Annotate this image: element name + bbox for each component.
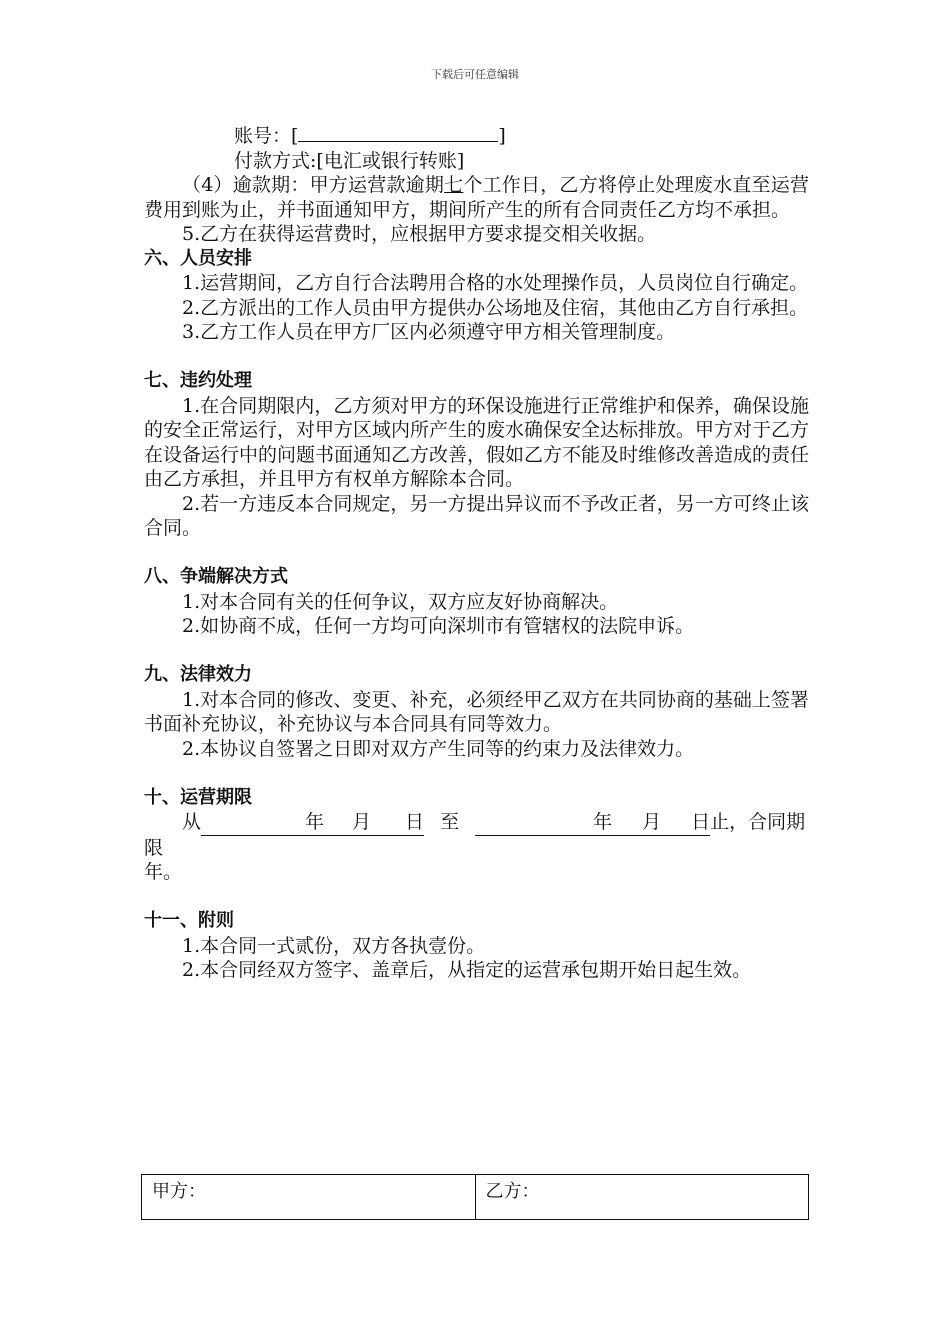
payment-item-5: 5.乙方在获得运营费时，应根据甲方要求提交相关收据。 <box>182 223 657 245</box>
account-blank <box>298 122 498 142</box>
start-date-blank: 年 月 日 <box>201 810 424 836</box>
section-6-item: 3.乙方工作人员在甲方厂区内必须遵守甲方相关管理制度。 <box>182 321 676 343</box>
party-a-cell: 甲方： <box>142 1175 476 1220</box>
section-11-title: 十一、附则 <box>144 910 234 931</box>
section-6-item: 1.运营期间，乙方自行合法聘用合格的水处理操作员，人员岗位自行确定。 <box>182 272 809 294</box>
term-line: 从 年 月 日 至 年 月 日止，合同期限 <box>144 811 806 859</box>
section-8-item: 2.如协商不成，任何一方均可向深圳市有管辖权的法院申诉。 <box>182 615 695 637</box>
section-11-item: 1.本合同一式贰份，双方各执壹份。 <box>182 934 486 957</box>
section-7-item: 2.若一方违反本合同规定，另一方提出异议而不予改正者，另一方可终止该合同。 <box>144 492 809 539</box>
section-7-item: 1.在合同期限内，乙方须对甲方的环保设施进行正常维护和保养，确保设施的安全正常运行，对甲方区域内所产生的废水确保安全达标排放。甲方对于乙方在设备运行中的问题书面通知乙方改善，假如乙方不能及时维修改善造成的责任由乙方承担，并且甲方有权单方解除本合同。 <box>144 394 810 490</box>
page-header-note: 下载后可任意编辑 <box>431 68 519 81</box>
party-b-cell: 乙方： <box>475 1175 809 1220</box>
section-9-item: 2.本协议自签署之日即对双方产生同等的约束力及法律效力。 <box>182 737 695 760</box>
overdue-paragraph: （4）逾款期：甲方运营款逾期七个工作日，乙方将停止处理废水直至运营费用到账为止，并书面通知甲方，期间所产生的所有合同责任乙方均不承担。 <box>144 174 809 221</box>
section-9-item: 1.对本合同的修改、变更、补充，必须经甲乙双方在共同协商的基础上签署书面补充协议，补充协议与本合同具有同等效力。 <box>144 688 809 735</box>
contract-body <box>144 122 809 983</box>
section-9-title: 九、法律效力 <box>144 664 252 685</box>
section-11-item: 2.本合同经双方签字、盖章后，从指定的运营承包期开始日起生效。 <box>182 959 752 981</box>
overdue-days: 七 <box>444 174 464 196</box>
term-line-end: 年。 <box>144 861 183 883</box>
payment-method-line: 付款方式:[电汇或银行转账] <box>234 149 465 172</box>
section-6-title: 六、人员安排 <box>144 247 252 269</box>
section-6-item: 2.乙方派出的工作人员由甲方提供办公场地及住宿，其他由乙方自行承担。 <box>182 296 809 319</box>
section-7-title: 七、违约处理 <box>144 370 252 391</box>
account-line: 账号：[ ] <box>144 122 809 149</box>
section-8-title: 八、争端解决方式 <box>144 566 288 587</box>
end-date-blank: 年 月 日 <box>475 810 710 836</box>
signature-table <box>141 1174 809 1220</box>
section-10-title: 十、运营期限 <box>144 786 252 808</box>
section-8-item: 1.对本合同有关的任何争议，双方应友好协商解决。 <box>182 590 619 613</box>
